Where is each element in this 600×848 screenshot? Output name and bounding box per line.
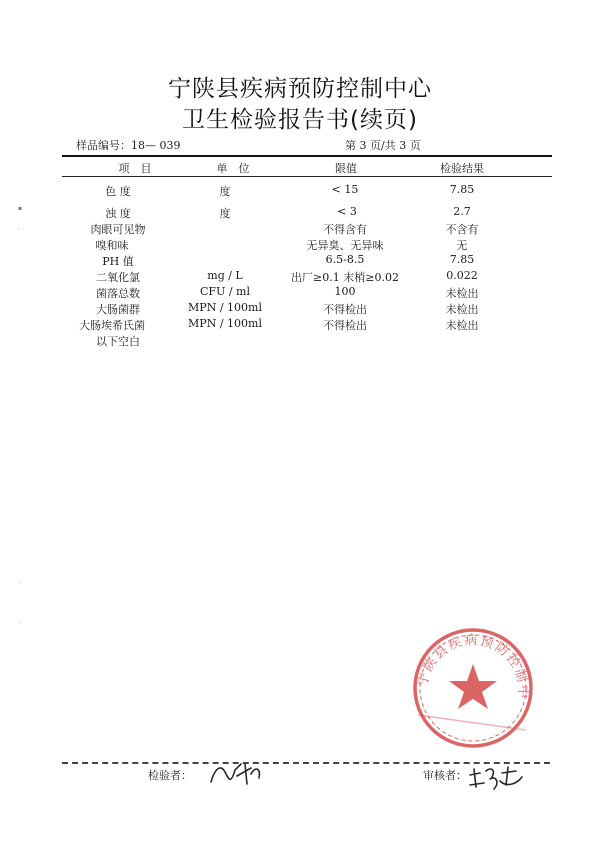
row-limit: 无异臭、无异味 [306,239,384,252]
row-result: 未检出 [445,319,479,332]
row-unit: MPN / 100ml [188,301,262,314]
seal-text: 宁陕县疾病预防控制中心 [390,609,531,701]
sample-number: 样品编号：18— 039 [76,139,181,152]
row-result: 未检出 [445,287,479,300]
report-title: 卫生检验报告书(续页) [182,107,418,133]
row-limit: 不得检出 [323,319,367,332]
row-limit: 6.5-8.5 [325,253,365,266]
header-rule-top [62,155,552,157]
margin-mark: ▪ [18,205,23,212]
row-limit: 不得含有 [323,223,367,236]
page-info: 第 3 页/共 3 页 [345,139,421,152]
row-item: 浊 度 [105,207,131,220]
col-header-unit: 单 位 [216,162,250,175]
row-item: 菌落总数 [96,287,140,300]
col-header-item: 项 目 [118,162,152,175]
reviewer-signature [466,763,526,793]
official-seal-stamp [390,609,548,760]
row-result: 无 [456,239,468,252]
row-item: 大肠埃希氏菌 [79,319,145,332]
row-limit: 出厂≥0.1 末梢≥0.02 [291,271,399,284]
col-header-result: 检验结果 [440,162,484,175]
row-limit: < 3 [337,205,357,218]
row-unit: MPN / 100ml [188,317,262,330]
margin-mark: · [18,226,20,233]
reviewer-label: 审核者： [423,769,467,782]
row-limit: 100 [334,285,356,298]
end-of-table-note: 以下空白 [96,335,140,348]
row-result: 7.85 [449,183,475,196]
row-limit: 不得检出 [323,303,367,316]
row-result: 7.85 [449,253,475,266]
col-header-limit: 限值 [335,162,357,175]
inspector-signature [207,758,267,788]
row-result: 不含有 [445,223,479,236]
row-limit: < 15 [331,183,359,196]
header-rule-bottom [62,176,552,177]
row-unit: 度 [219,185,231,198]
margin-mark: · [20,580,22,587]
row-result: 未检出 [445,303,479,316]
row-item: 色 度 [105,185,131,198]
row-unit: 度 [219,207,231,220]
margin-mark: · [20,620,22,627]
row-item: 肉眼可见物 [90,223,146,236]
row-result: 2.7 [453,205,471,218]
row-unit: CFU / ml [200,285,250,298]
row-result: 0.022 [446,269,478,282]
row-item: 大肠菌群 [96,303,140,316]
row-unit: mg / L [207,269,243,282]
row-item: PH 值 [102,255,134,268]
row-item: 嗅和味 [95,239,129,252]
org-title: 宁陕县疾病预防控制中心 [168,76,432,102]
row-item: 二氧化氯 [96,271,140,284]
inspector-label: 检验者： [148,769,192,782]
